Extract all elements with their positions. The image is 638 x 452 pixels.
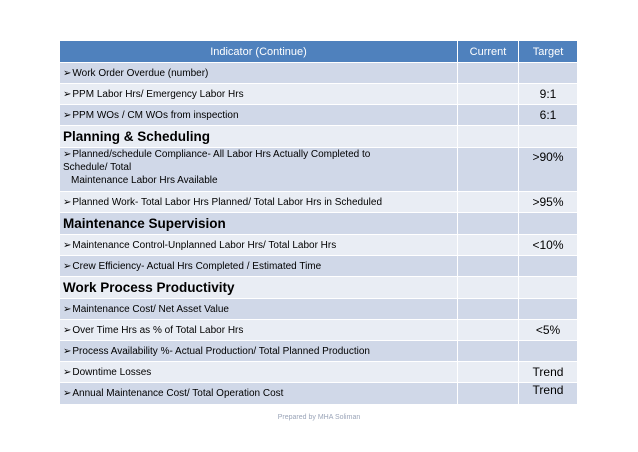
indicator-cell (60, 362, 458, 383)
indicator-line (63, 174, 454, 187)
indicator-line (63, 239, 454, 252)
current-cell (458, 63, 519, 84)
indicator-line (63, 88, 454, 101)
target-cell (519, 341, 578, 362)
indicator-line (63, 366, 454, 379)
table-row (60, 299, 578, 320)
target-cell (519, 256, 578, 277)
section-title (60, 277, 458, 299)
indicator-line (63, 345, 454, 358)
indicator-cell (60, 192, 458, 213)
arrow-bullet-icon: ➢ (63, 345, 72, 357)
indicator-text: Planned Work- Total Labor Hrs Planned/ Total Labor Hrs in Scheduled (72, 196, 383, 208)
arrow-bullet-icon: ➢ (63, 196, 72, 208)
target-cell: 6:1 (519, 105, 578, 126)
indicator-cell (60, 341, 458, 362)
header-indicator: Indicator (Continue) (60, 41, 458, 63)
indicator-text: Process Availability %- Actual Production/ Total Planned Production (72, 345, 370, 357)
table-row (60, 148, 578, 192)
indicator-line (63, 324, 454, 337)
indicator-text: Over Time Hrs as % of Total Labor Hrs (72, 324, 244, 336)
indicator-text: Planning & Scheduling (63, 129, 211, 144)
target-cell (519, 126, 578, 148)
indicator-text: Schedule/ Total (63, 162, 132, 173)
arrow-bullet-icon: ➢ (63, 67, 72, 79)
current-cell (458, 383, 519, 405)
indicator-line (63, 303, 454, 316)
current-cell (458, 213, 519, 235)
indicator-line (63, 130, 454, 143)
indicator-text: PPM WOs / CM WOs from inspection (72, 109, 239, 121)
arrow-bullet-icon: ➢ (63, 260, 72, 272)
indicator-cell (60, 320, 458, 341)
indicator-cell (60, 383, 458, 405)
arrow-bullet-icon: ➢ (63, 388, 72, 399)
arrow-bullet-icon: ➢ (63, 88, 72, 100)
table-row (60, 383, 578, 405)
arrow-bullet-icon: ➢ (63, 366, 72, 378)
indicator-text: Crew Efficiency- Actual Hrs Completed / Estimated Time (72, 260, 322, 272)
indicator-cell (60, 63, 458, 84)
current-cell (458, 105, 519, 126)
indicator-line (63, 161, 454, 174)
target-cell (519, 63, 578, 84)
current-cell (458, 148, 519, 192)
indicator-text: PPM Labor Hrs/ Emergency Labor Hrs (72, 88, 244, 100)
arrow-bullet-icon: ➢ (63, 149, 72, 160)
section-title (60, 126, 458, 148)
indicator-text: Work Order Overdue (number) (72, 67, 209, 79)
table-row (60, 63, 578, 84)
indicator-text: Maintenance Control-Unplanned Labor Hrs/ Total Labor Hrs (72, 239, 337, 251)
current-cell (458, 256, 519, 277)
target-cell: <5% (519, 320, 578, 341)
section-title (60, 213, 458, 235)
indicator-cell (60, 105, 458, 126)
indicator-cell (60, 148, 458, 192)
indicator-cell (60, 299, 458, 320)
current-cell (458, 84, 519, 105)
arrow-bullet-icon: ➢ (63, 239, 72, 251)
indicator-text: Downtime Losses (72, 366, 152, 378)
target-cell: >95% (519, 192, 578, 213)
current-cell (458, 320, 519, 341)
indicator-line (63, 281, 454, 294)
indicator-text: Maintenance Supervision (63, 216, 226, 231)
arrow-bullet-icon: ➢ (63, 109, 72, 121)
target-cell: 9:1 (519, 84, 578, 105)
indicator-line (63, 109, 454, 122)
table-header-row (60, 41, 578, 63)
arrow-bullet-icon: ➢ (63, 324, 72, 336)
table-row (60, 341, 578, 362)
table-body (60, 63, 578, 405)
target-cell (519, 299, 578, 320)
indicator-cell (60, 256, 458, 277)
current-cell (458, 341, 519, 362)
target-cell: <10% (519, 235, 578, 256)
table-row (60, 362, 578, 383)
current-cell (458, 192, 519, 213)
current-cell (458, 235, 519, 256)
arrow-bullet-icon: ➢ (63, 303, 72, 315)
table-row (60, 320, 578, 341)
table-row (60, 84, 578, 105)
table-row (60, 192, 578, 213)
section-row (60, 277, 578, 299)
target-cell (519, 277, 578, 299)
current-cell (458, 299, 519, 320)
current-cell (458, 362, 519, 383)
section-row (60, 126, 578, 148)
table-row (60, 256, 578, 277)
header-current: Current (458, 41, 519, 63)
target-cell: Trend (519, 362, 578, 383)
indicator-text: Maintenance Cost/ Net Asset Value (72, 303, 229, 315)
current-cell (458, 277, 519, 299)
indicator-text: Annual Maintenance Cost/ Total Operation Cost (72, 388, 284, 399)
target-cell: >90% (519, 148, 578, 192)
target-cell: Trend (519, 383, 578, 405)
indicator-line (63, 260, 454, 273)
indicator-line (63, 148, 454, 161)
indicator-text: Planned/schedule Compliance- All Labor Hrs Actually Completed to (72, 149, 371, 160)
watermark: Prepared by MHA Soliman (277, 414, 361, 421)
indicator-line (63, 217, 454, 230)
header-target: Target (519, 41, 578, 63)
indicator-text: Maintenance Labor Hrs Available (71, 175, 218, 186)
indicator-line (63, 196, 454, 209)
kpi-table (59, 40, 578, 405)
table-row (60, 105, 578, 126)
indicator-cell (60, 84, 458, 105)
indicator-cell (60, 235, 458, 256)
table-row (60, 235, 578, 256)
indicator-text: Work Process Productivity (63, 280, 235, 295)
current-cell (458, 126, 519, 148)
target-cell (519, 213, 578, 235)
indicator-line (63, 67, 454, 80)
section-row (60, 213, 578, 235)
indicator-line (63, 387, 454, 400)
